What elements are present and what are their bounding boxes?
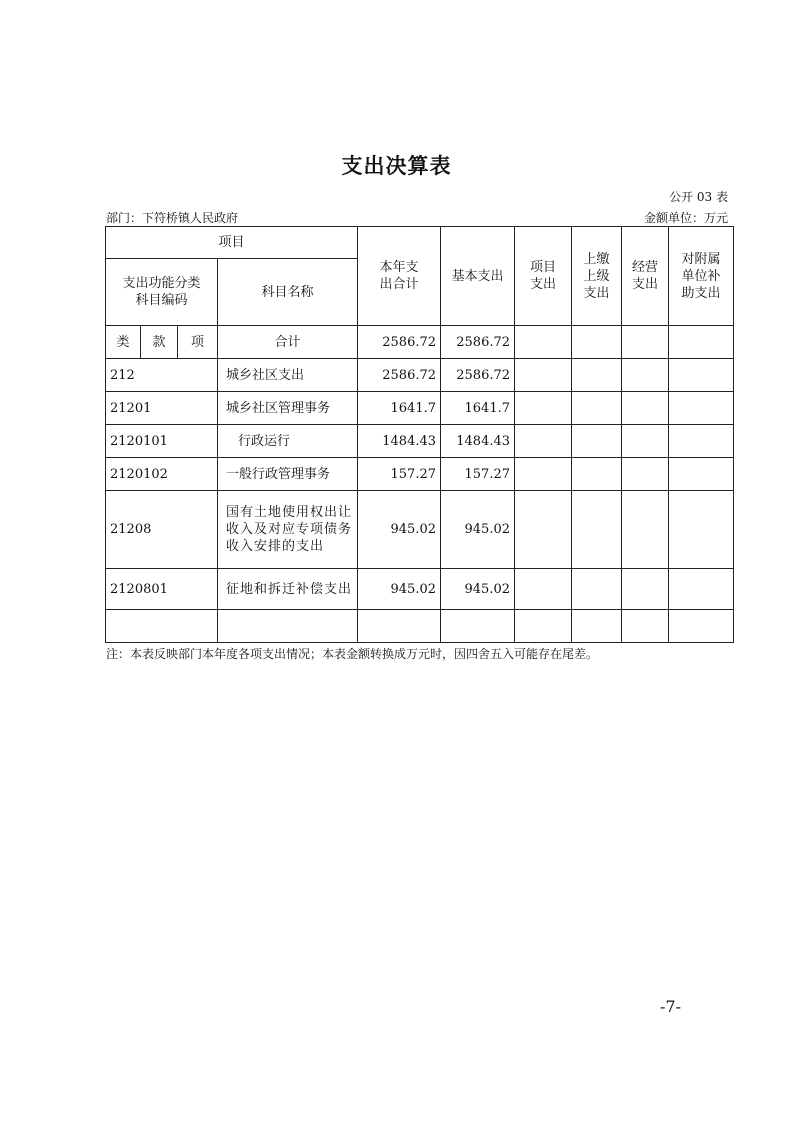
row-code: 2120102 [106, 458, 218, 491]
row-name: 行政运行 [218, 425, 358, 458]
summary-basic: 2586.72 [441, 326, 515, 359]
header-subsidy [669, 227, 734, 326]
table-row [106, 458, 734, 491]
empty-cell [572, 392, 622, 425]
empty-cell [622, 491, 669, 569]
empty-cell [669, 425, 734, 458]
page-number: -7- [660, 997, 681, 1016]
header-func-code [106, 259, 218, 326]
header-subsidy-text: 对附属单位补助支出 [681, 251, 721, 301]
empty-cell [572, 569, 622, 610]
empty-cell [515, 458, 572, 491]
amount-unit-label: 金额单位：万元 [643, 211, 728, 225]
header-operating-text: 经营支出 [632, 260, 659, 292]
page-title: 支出决算表 [341, 154, 452, 178]
table-row [106, 425, 734, 458]
row-total: 1641.7 [358, 392, 441, 425]
row-basic: 945.02 [441, 491, 515, 569]
empty-cell [669, 359, 734, 392]
empty-cell [669, 491, 734, 569]
empty-cell [515, 491, 572, 569]
form-id: 公开 03 表 [669, 190, 728, 204]
empty-cell [622, 458, 669, 491]
row-name: 征地和拆迁补偿支出 [218, 569, 358, 610]
table-row [106, 359, 734, 392]
empty-cell [622, 326, 669, 359]
row-name: 城乡社区管理事务 [218, 392, 358, 425]
empty-cell [572, 425, 622, 458]
empty-cell [669, 392, 734, 425]
empty-cell [669, 326, 734, 359]
row-code: 21208 [106, 491, 218, 569]
empty-cell [622, 569, 669, 610]
header-lei: 类 [106, 326, 141, 359]
row-code: 2120801 [106, 569, 218, 610]
header-row-1 [106, 227, 734, 259]
empty-cell [358, 610, 441, 643]
header-project-text: 项目支出 [530, 260, 557, 292]
row-total: 945.02 [358, 491, 441, 569]
row-code: 2120101 [106, 425, 218, 458]
row-total: 157.27 [358, 458, 441, 491]
header-project [515, 227, 572, 326]
header-item: 项目 [106, 227, 358, 259]
row-total: 2586.72 [358, 359, 441, 392]
expenditure-table [105, 226, 734, 643]
empty-cell [572, 458, 622, 491]
empty-cell [515, 569, 572, 610]
header-xiang: 项 [178, 326, 218, 359]
row-name: 国有土地使用权出让收入及对应专项债务收入安排的支出 [218, 491, 358, 569]
summary-row [106, 326, 734, 359]
empty-cell [572, 359, 622, 392]
empty-cell [515, 392, 572, 425]
header-operating [622, 227, 669, 326]
row-basic: 1641.7 [441, 392, 515, 425]
footnote: 注：本表反映部门本年度各项支出情况；本表金额转换成万元时，因四舍五入可能存在尾差。 [106, 647, 599, 661]
row-basic: 157.27 [441, 458, 515, 491]
row-basic: 1484.43 [441, 425, 515, 458]
header-subject-name: 科目名称 [218, 259, 358, 326]
row-code: 212 [106, 359, 218, 392]
empty-row [106, 610, 734, 643]
header-basic: 基本支出 [441, 227, 515, 326]
empty-cell [106, 610, 218, 643]
row-name: 一般行政管理事务 [218, 458, 358, 491]
empty-cell [515, 326, 572, 359]
empty-cell [669, 610, 734, 643]
header-total [358, 227, 441, 326]
summary-total: 2586.72 [358, 326, 441, 359]
empty-cell [669, 569, 734, 610]
empty-cell [515, 359, 572, 392]
empty-cell [572, 610, 622, 643]
empty-cell [572, 491, 622, 569]
empty-cell [441, 610, 515, 643]
header-total-text: 本年支出合计 [379, 260, 419, 292]
empty-cell [572, 326, 622, 359]
header-upper-text: 上缴上级支出 [583, 251, 610, 301]
empty-cell [622, 610, 669, 643]
row-total: 1484.43 [358, 425, 441, 458]
table-row [106, 569, 734, 610]
row-basic: 2586.72 [441, 359, 515, 392]
empty-cell [622, 392, 669, 425]
summary-name: 合计 [218, 326, 358, 359]
row-code: 21201 [106, 392, 218, 425]
empty-cell [669, 458, 734, 491]
row-basic: 945.02 [441, 569, 515, 610]
header-upper [572, 227, 622, 326]
empty-cell [622, 359, 669, 392]
empty-cell [515, 425, 572, 458]
department-label: 部门：下符桥镇人民政府 [106, 211, 239, 225]
empty-cell [622, 425, 669, 458]
row-name: 城乡社区支出 [218, 359, 358, 392]
header-func-code-text: 支出功能分类科目编码 [122, 276, 201, 308]
empty-cell [515, 610, 572, 643]
header-kuan: 款 [141, 326, 178, 359]
table-row [106, 491, 734, 569]
empty-cell [218, 610, 358, 643]
table-row [106, 392, 734, 425]
row-total: 945.02 [358, 569, 441, 610]
